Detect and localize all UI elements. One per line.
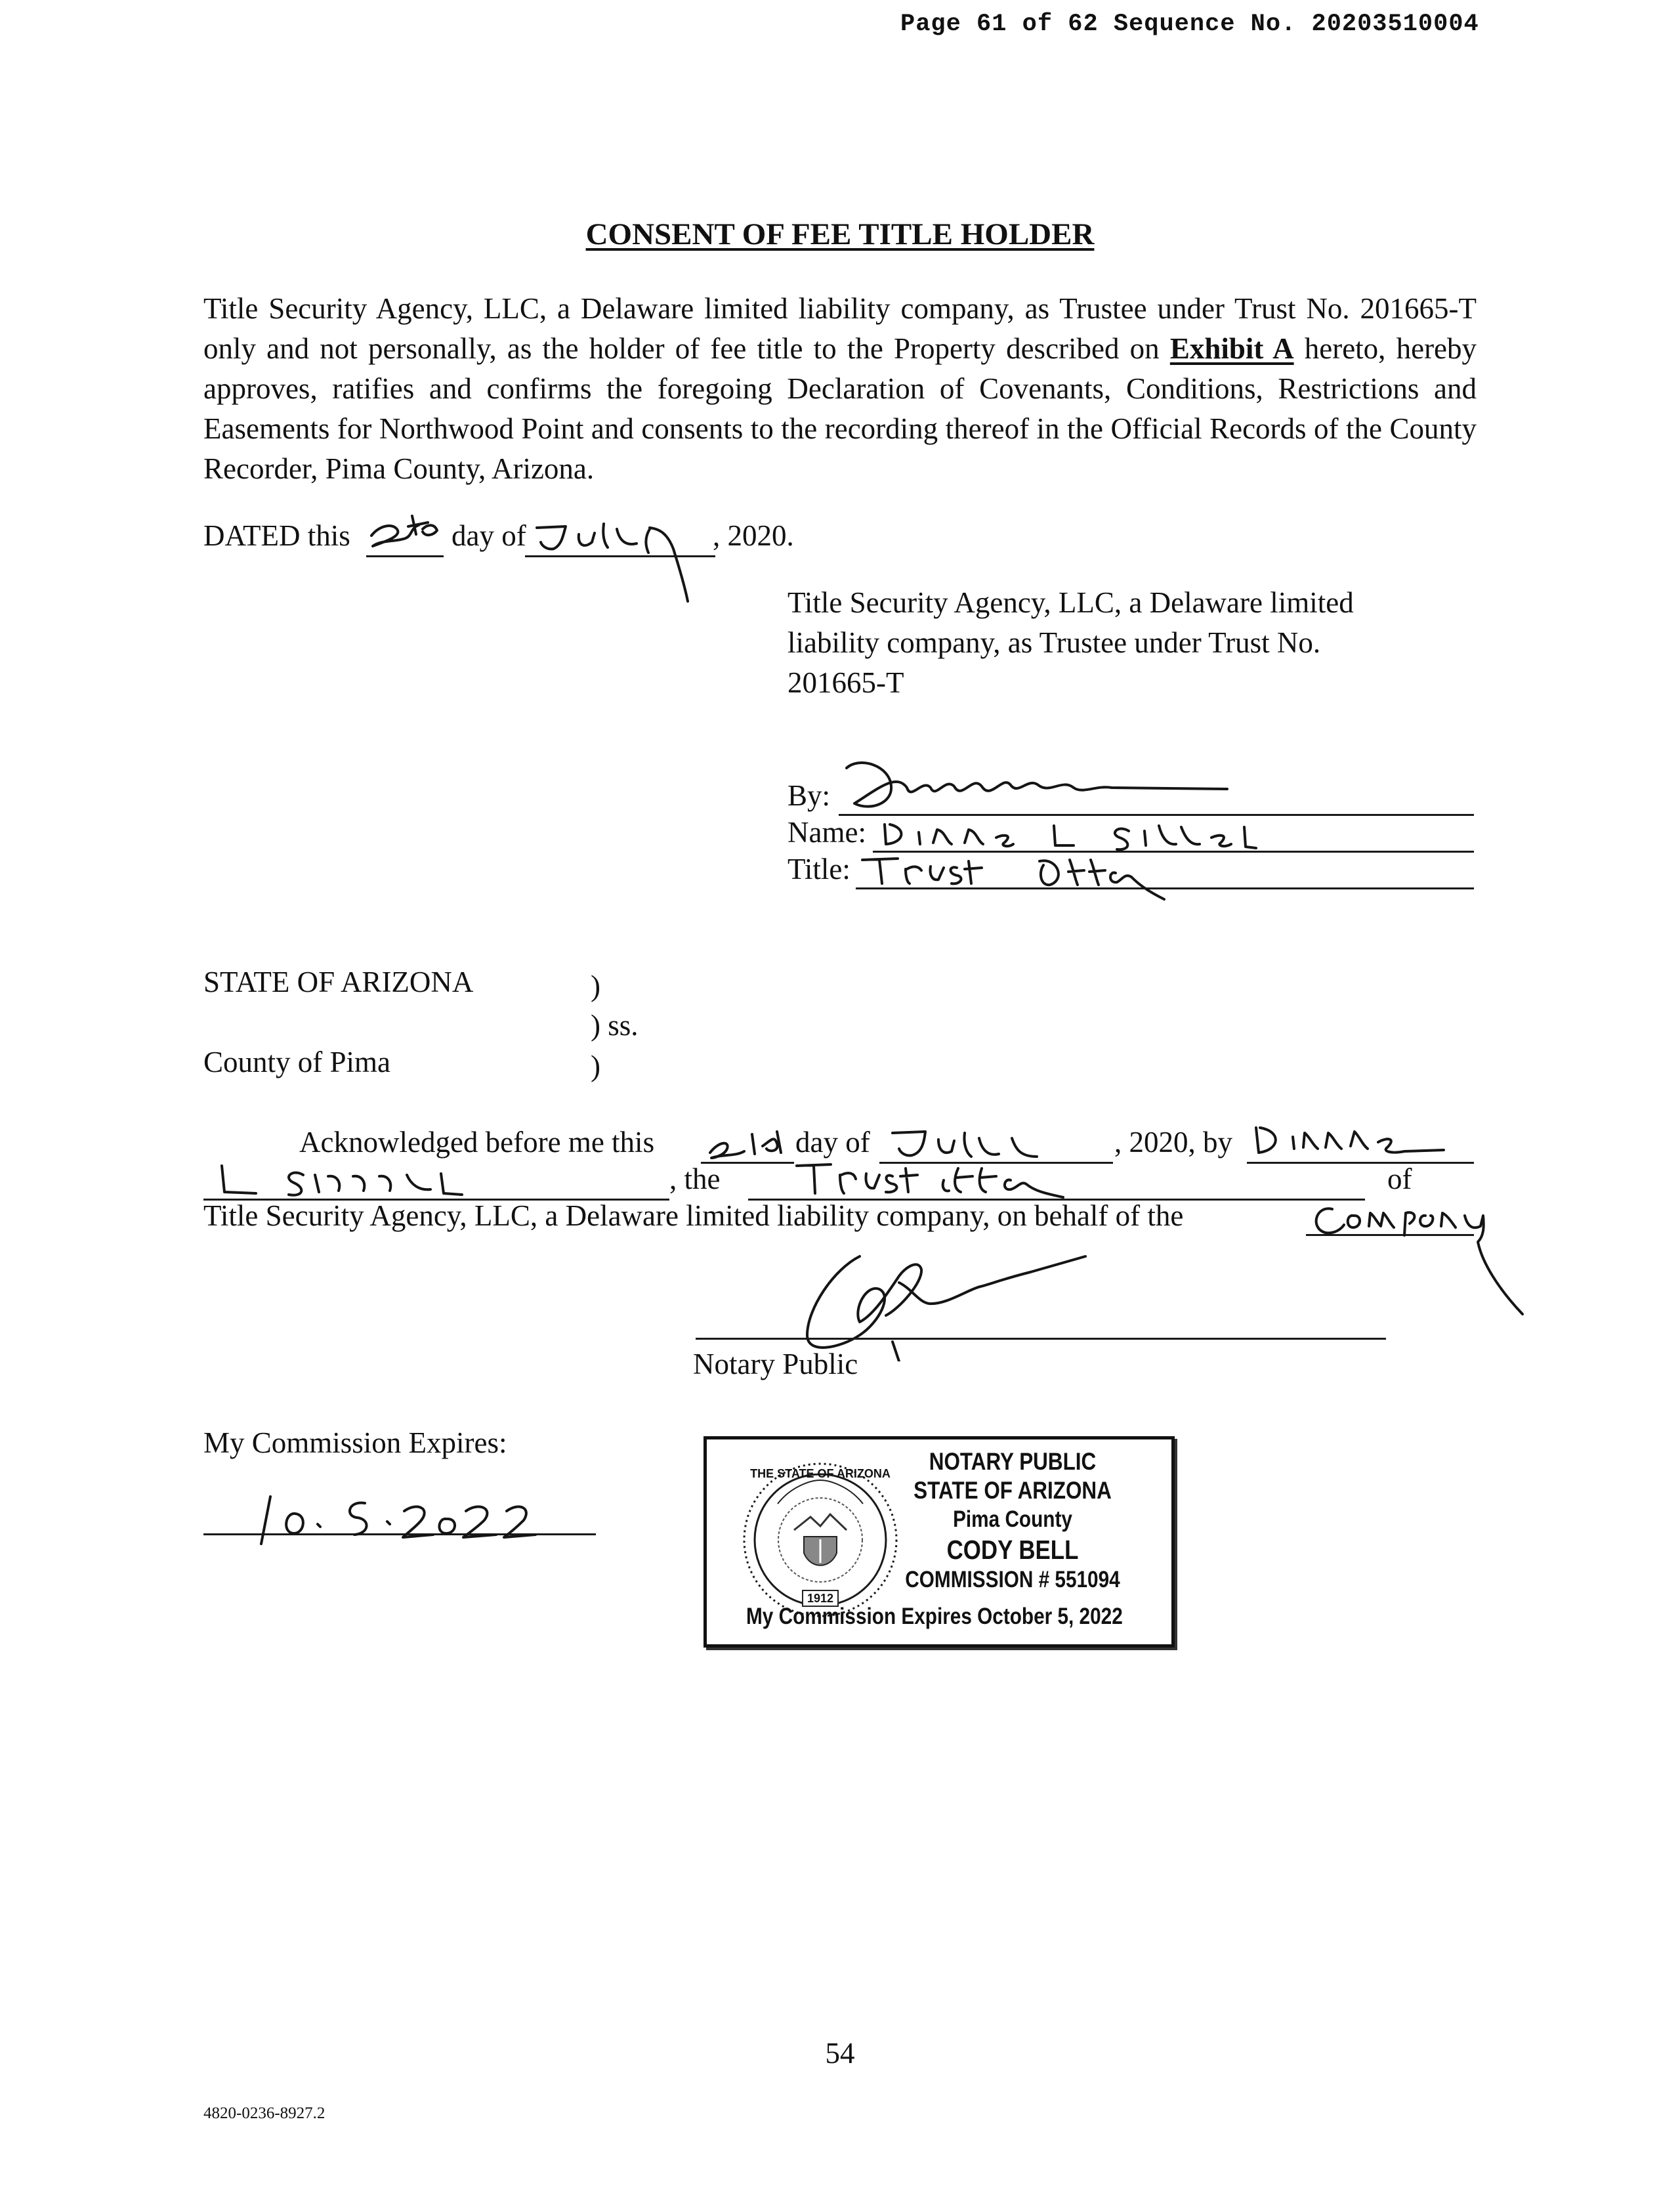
page-number: 54 (825, 2037, 855, 2070)
trustee-line-2: liability company, as Trustee under Trust No. (788, 626, 1321, 659)
venue-paren-3: ) (591, 1050, 600, 1082)
by-signature-line (839, 814, 1474, 816)
stamp-line-1: NOTARY PUBLIC (929, 1448, 1097, 1475)
venue-paren-1: ) (591, 970, 600, 1002)
dated-month-blank (525, 555, 715, 557)
title-signature-line (856, 887, 1474, 889)
consent-paragraph-part2: hereto, hereby approves, ratifies and confirms the foregoing Declaration of Covenants, Conditions, Restrictions and Easements for Northwood Point and consents to the recording thereof in the Official Records of the County Recorder, Pima County, Arizona. (203, 332, 1477, 485)
title-label: Title: (788, 853, 850, 885)
dated-year-suffix: , 2020. (713, 519, 794, 552)
notary-signature-line (696, 1338, 1386, 1340)
ack-text-2: day of (795, 1126, 870, 1159)
ack-by-blank (1247, 1162, 1474, 1164)
stamp-line-3: Pima County (953, 1506, 1072, 1532)
name-signature-line (873, 851, 1474, 853)
venue-state: STATE OF ARIZONA (203, 966, 474, 998)
stamp-text-block (868, 1447, 1157, 1594)
ack-text-3: , 2020, by (1114, 1126, 1232, 1159)
dated-day-handwriting (360, 496, 452, 555)
commission-date-handwriting (249, 1485, 538, 1550)
dated-day-label: day of (452, 519, 526, 552)
consent-paragraph-part1: Title Security Agency, LLC, a Delaware limited liability company, as Trustee under Trust No. 201665-T only and not personally, as the holder of fee title to the Property described on (203, 292, 1477, 365)
notary-stamp (704, 1436, 1175, 1648)
notary-public-label: Notary Public (693, 1348, 858, 1380)
ack-text-1: Acknowledged before me this (299, 1126, 655, 1159)
venue-ss: ) ss. (591, 1009, 639, 1042)
stamp-line-4: CODY BELL (946, 1535, 1079, 1565)
ack-by-handwriting (1247, 1116, 1457, 1166)
document-title: CONSENT OF FEE TITLE HOLDER (585, 217, 1095, 251)
commission-expires-label: My Commission Expires: (203, 1426, 507, 1459)
dated-day-blank (366, 555, 444, 557)
trustee-block (788, 583, 1354, 703)
name-label: Name: (788, 816, 866, 849)
commission-date-line (203, 1533, 596, 1535)
document-id: 4820-0236-8927.2 (203, 2104, 326, 2122)
consent-paragraph (203, 289, 1477, 489)
dated-month-handwriting (524, 509, 721, 614)
venue-county: County of Pima (203, 1046, 391, 1078)
dated-line (203, 516, 350, 556)
by-signature (833, 748, 1253, 820)
ack-text-5: of (1387, 1162, 1412, 1195)
seal-year: 1912 (807, 1592, 834, 1605)
ack-behalf-handwriting (1306, 1189, 1536, 1321)
page-sequence-header: Page 61 of 62 Sequence No. 20203510004 (900, 11, 1479, 38)
seal-top-text: THE STATE OF ARIZONA (750, 1467, 891, 1480)
stamp-line-2: STATE OF ARIZONA (914, 1477, 1112, 1504)
ack-month-handwriting (886, 1124, 1083, 1167)
ack-text-6: Title Security Agency, LLC, a Delaware limited liability company, on behalf of the (203, 1199, 1184, 1232)
ack-month-blank (879, 1162, 1113, 1164)
ack-text-4: , the (669, 1162, 721, 1195)
by-label: By: (788, 779, 831, 812)
trustee-line-3: 201665-T (788, 666, 904, 699)
ack-behalf-blank (1306, 1234, 1474, 1236)
stamp-line-6: My Commission Expires October 5, 2022 (746, 1604, 1123, 1629)
exhibit-a-reference: Exhibit A (1169, 332, 1294, 365)
stamp-line-5: COMMISSION # 551094 (905, 1567, 1120, 1592)
notary-signature (781, 1243, 1109, 1361)
trustee-line-1: Title Security Agency, LLC, a Delaware limited (788, 586, 1354, 619)
title-handwriting (853, 847, 1208, 906)
dated-prefix: DATED this (203, 519, 350, 552)
